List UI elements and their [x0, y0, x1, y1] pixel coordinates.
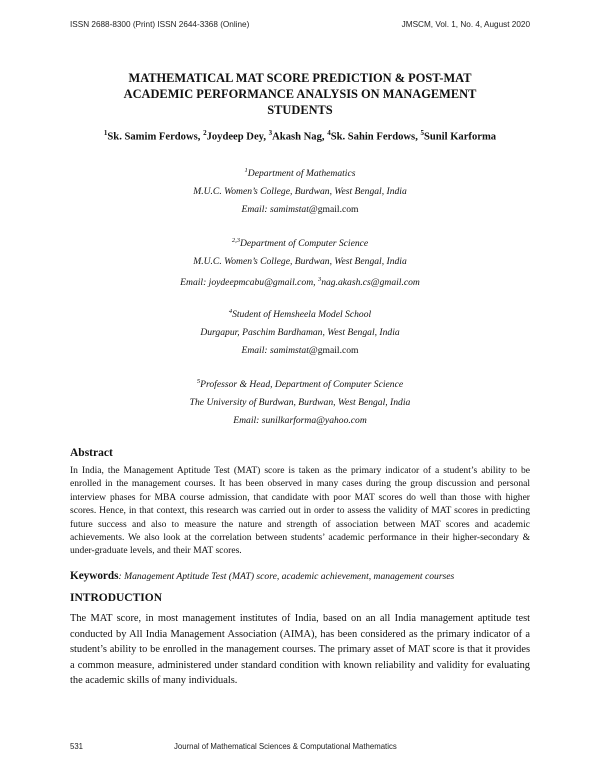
affiliation-4-num: 5: [196, 378, 201, 385]
affiliation-4-institution: The University of Burdwan, Burdwan, West Bengal, India: [189, 397, 411, 409]
affiliation-2: [60, 232, 540, 292]
affiliation-3-email-domain: @gmail.com: [308, 345, 359, 357]
introduction-body: [70, 611, 530, 689]
affiliation-3: [60, 303, 540, 360]
author-5-name: Sunil Karforma: [423, 131, 497, 143]
affiliation-3-institution: Durgapur, Paschim Bardhaman, West Bengal, India: [200, 327, 400, 339]
author-3-num: 3: [268, 129, 273, 137]
author-1-name: Sk. Samim Ferdows: [107, 131, 198, 143]
header-journal-ref: JMSCM, Vol. 1, No. 4, August 2020: [401, 20, 530, 29]
keywords-label: Keywords: [70, 570, 119, 582]
keywords-separator: :: [118, 571, 122, 582]
affiliation-1-institution: M.U.C. Women’s College, Burdwan, West Bengal, India: [193, 186, 407, 198]
paper-title: [60, 70, 540, 118]
title-line-1: MATHEMATICAL MAT SCORE PREDICTION & POST-MAT: [128, 71, 472, 85]
keywords-line: [70, 570, 540, 582]
affiliation-4-email: Email: sunilkarforma@yahoo.com: [233, 415, 367, 427]
running-header: [70, 20, 530, 29]
affiliation-1-dept: Department of Mathematics: [247, 168, 356, 180]
title-line-2: ACADEMIC PERFORMANCE ANALYSIS ON MANAGEMENT: [123, 87, 477, 101]
affiliation-3-num: 4: [228, 308, 233, 315]
footer-journal: Journal of Mathematical Sciences & Computational Mathematics: [174, 742, 397, 751]
author-4-num: 4: [327, 129, 331, 137]
affiliation-4: [60, 373, 540, 430]
author-2-num: 2: [203, 129, 207, 137]
affiliation-2-email-domain: nag.akash.cs@gmail.com: [321, 277, 420, 289]
author-1-num: 1: [103, 129, 108, 137]
title-line-3: STUDENTS: [267, 103, 333, 117]
affiliation-4-dept: Professor & Head, Department of Computer Science: [200, 379, 404, 391]
affiliation-2-num: 2,3: [231, 237, 240, 244]
introduction-text: The MAT score, in most management institutes of India, based on an all India management aptitude test conducted by All India Management Association (AIMA), has been considered as the primary indicator of a student’s ability to be enrolled in the management courses. The primary asset of MAT score is that it provides a common measure, administered under standard condition with known reliability and validity for evaluating the academic skills of many individuals.: [70, 613, 530, 687]
keywords-text: Management Aptitude Test (MAT) score, academic achievement, management courses: [121, 571, 455, 582]
affiliation-2-institution: M.U.C. Women’s College, Burdwan, West Bengal, India: [193, 256, 407, 268]
affiliation-1: [60, 162, 540, 219]
header-issn: ISSN 2688-8300 (Print) ISSN 2644-3368 (Online): [70, 20, 250, 29]
affiliation-2-dept: Department of Computer Science: [239, 238, 369, 250]
abstract-body: [70, 464, 530, 558]
affiliation-2-email-num: 3: [317, 276, 322, 284]
author-list: $^1$Sk. Samim Ferdows, $^2$Joydeep Dey, $^3$Akash Nag, $^4$Sk. Sahin Ferdows, $^5$Sunil Karforma: [103, 129, 497, 143]
abstract-text: In India, the Management Aptitude Test (MAT) score is taken as the primary indicator of a student’s ability to be enrolled in the management courses. It has been observed in many cases during the group discussion and personal interview phases for MBA course admission, that candidate with poor MAT scores do well than those with higher scores. Hence, in that context, this research was carried out in order to assess the validity of MAT scores in predicting future success and also to measure the nature and strength of association between MAT scores and academic achievements. We also look at the correlation between students’ academic performance in their higher-secondary & under-graduate levels, and their MAT scores.: [70, 465, 530, 557]
affiliation-3-email-label: Email: samimstat: [241, 345, 309, 357]
author-3-name: Akash Nag: [272, 131, 322, 143]
affiliation-3-dept: Student of Hemsheela Model School: [232, 309, 372, 321]
introduction-heading: INTRODUCTION: [70, 592, 163, 604]
affiliation-2-email-label: Email: joydeepmcabu@gmail.com,: [180, 277, 316, 289]
author-4-name: Sk. Sahin Ferdows: [330, 131, 416, 143]
page-number: 531: [70, 742, 84, 751]
author-2-name: Joydeep Dey: [206, 131, 264, 143]
abstract-heading: Abstract: [70, 447, 113, 459]
affiliation-1-email-domain: @gmail.com: [308, 204, 359, 216]
affiliation-1-num: 1: [244, 167, 248, 174]
affiliation-1-email-label: Email: samimstat: [241, 204, 309, 216]
author-5-num: 5: [420, 129, 424, 137]
running-footer: [70, 742, 397, 751]
